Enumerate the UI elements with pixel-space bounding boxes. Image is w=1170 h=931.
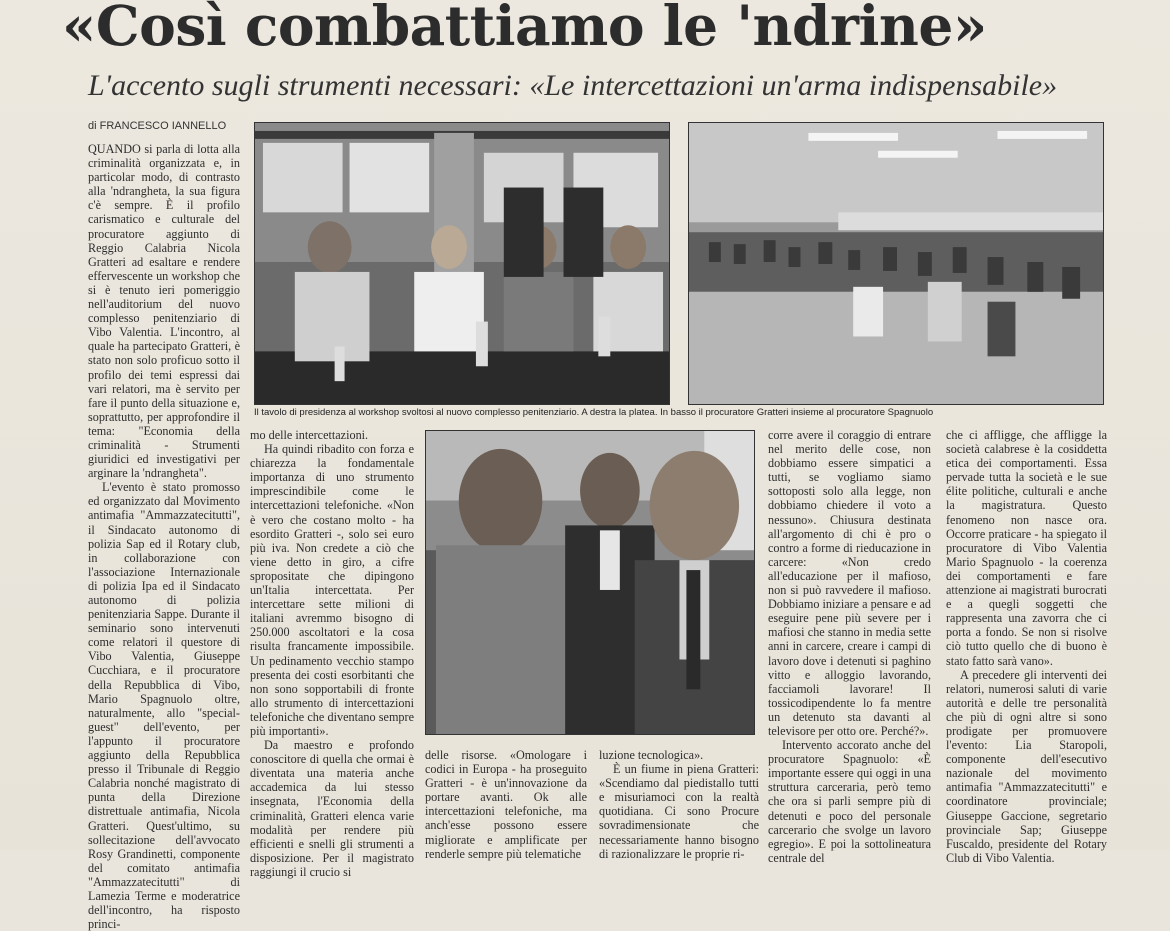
column-4-paragraph-0: luzione tecnologica». (599, 748, 704, 762)
article-column-1 (88, 142, 240, 931)
photo-caption: Il tavolo di presidenza al workshop svoltosi al nuovo complesso penitenziario. A destra la platea. In basso il procuratore Gratteri insieme al procuratore Spagnuolo (254, 407, 934, 418)
column-2-paragraph-0: mo delle intercettazioni. (250, 428, 369, 442)
column-1-paragraph-1 (88, 142, 240, 480)
column-1-paragraph-2: L'evento è stato promosso ed organizzato dal Movimento antimafia "Ammazzatecitutti", il Sindacato autonomo di polizia Sap ed il Rotary club, in collaborazione con l'associazione Internazionale di polizia Ipa ed il Sindacato autonomo di polizia penitenziaria Sappe. Durante il seminario sono intervenuti come relatori il questore di Vibo Valentia, Giuseppe Cucchiara, e il procuratore della Repubblica di Vibo, Mario Spagnuolo oltre, naturalmente, allo "special-guest" dell'evento, per l'appunto il procuratore aggiunto della Repubblica presso il Tribunale di Reggio Calabria nonché magistrato di punta della Direzione distrettuale antimafia, Nicola Gratteri. Quest'ultimo, su sollecitazione dell'avvocato Rosy Grandinetti, componente del comitato antimafia "Ammazzatecitutti" di Lamezia Terme e moderatrice dell'incontro, ha risposto princi- (88, 480, 240, 931)
column-5-paragraph-0: corre avere il coraggio di entrare nel merito delle cose, non dobbiamo essere simpatici a tutti, se vogliamo siamo sottoposti solo alla legge, non dobbiamo chiedere il voto a nessuno». Chiusura destinata all'argomento di chi è pro o contro a forme di rieducazione in carcere: «Non credo all'educazione per il mafioso, non si può ravvedere il mafioso. Dobbiamo iniziare a pensare e ad eseguire pene più severe per i mafiosi che stanno in media sette anni in carcere, creare i campi di lavoro dove i detenuti si paghino vitto e alloggio lavorando, facciamoli lavorare! Il tossicodipendente lo fa mentre un detenuto sta davanti al televisore per otto ore. Perché?». (768, 428, 931, 738)
byline (88, 120, 226, 132)
column-2-paragraph-1: Ha quindi ribadito con forza e chiarezza la fondamentale importanza di uno strumento imprescindibile come le intercettazioni telefoniche. «Non è vero che costano molto - ha esordito Gratteri -, solo sei euro più iva. Non credete a ciò che viene detto in giro, a cifre spropositate che dipingono un'Italia intercettata. Per intercettare sette milioni di italiani avremmo bisogno di 250.000 ascoltatori e la cosa risulta francamente impossibile. Un pedinamento vecchio stampo presenta dei costi esorbitanti che non sono sopportabili di fronte allo strumento di intercettazioni telefoniche che diventano sempre più importanti». (250, 442, 414, 738)
photo-presidency-table (254, 122, 670, 405)
column-2-paragraph-2: Da maestro e profondo conoscitore di quella che ormai è diventata una materia anche accademica da lui stesso insegnata, l'Economia della criminalità, Gratteri elenca varie modalità per rendere più efficienti e snelli gli strumenti a disposizione. Per il magistrato raggiungi il crucio si (250, 738, 414, 879)
article-column-2 (250, 428, 414, 879)
column-4-paragraph-1: È un fiume in piena Gratteri: «Scendiamo dal piedistallo tutti e misuriamoci con la realtà quotidiana. Ci sono Procure sovradimensionate che necessariamente hanno bisogno di razionalizzare le proprie ri- (599, 762, 759, 861)
photo-gratteri-spagnuolo (425, 430, 755, 735)
photo-audience (688, 122, 1104, 405)
column-3-paragraph-1: delle risorse. «Omologare i codici in Europa - ha proseguito Gratteri - è un'innovazione da portare avanti. Ok alle intercettazioni telefoniche, ma anch'esse possono essere migliorate e amplificate per renderle sempre più telematiche (425, 748, 587, 861)
lead-word: QUANDO (88, 142, 141, 156)
byline-prefix: di (88, 120, 97, 132)
article-column-6 (946, 428, 1107, 865)
article-column-4 (599, 748, 759, 861)
article-column-3 (425, 748, 587, 861)
article-column-5 (768, 428, 931, 865)
byline-author: FRANCESCO IANNELLO (99, 120, 227, 132)
column-6-paragraph-1: A precedere gli interventi dei relatori, numerosi saluti di varie autorità e delle tre personalità che più di ogni altre si sono prodigate per promuovere l'evento: Lia Staropoli, componente dell'esecutivo nazionale del movimento antimafia "Ammazzatecitutti" e coordinatore provinciale; Giuseppe Gaccione, segretario provinciale Sap; Giuseppe Fuscaldo, presidente del Rotary Club di Vibo Valentia. (946, 667, 1107, 865)
column-1-text-1: si parla di lotta alla criminalità organizzata e, in particolar modo, di contrasto alla 'ndrangheta, la sua figura c'è sempre. È il profilo carismatico e culturale del procuratore aggiunto di Reggio Calabria Nicola Gratteri ad esaltare e rendere effervescente un workshop che si è tenuto ieri pomeriggio nell'auditorium del nuovo complesso penitenziario di Vibo Valentia. L'incontro, al quale ha partecipato Gratteri, è stato non solo proficuo sotto il profilo dei temi espressi dai vari relatori, ma è servito per fare il punto della situazione e, soprattutto, per approfondire il tema: "Economia della criminalità - Strumenti giuridici ed investigativi per arginare la 'ndrangheta". (88, 142, 240, 481)
headline: «Così combattiamo le 'ndrine» (62, 0, 987, 58)
subheadline: L'accento sugli strumenti necessari: «Le intercettazioni un'arma indispensabile» (88, 69, 1058, 102)
column-5-paragraph-1: Intervento accorato anche del procuratore Spagnuolo: «È importante essere qui oggi in una struttura carceraria, però temo che ora si parli sempre più di detenuti e poco del personale carcerario che svolge un lavoro egregio». E poi la sottolineatura centrale del (768, 738, 931, 865)
column-6-paragraph-0: che ci affligge, che affligge la società calabrese è la cosiddetta etica dei comportamenti. Essa pervade tutta la società e le sue élite politiche, culturali e anche la magistratura. Questo fenomeno non nasce ora. Occorre praticare - ha spiegato il procuratore di Vibo Valentia Mario Spagnuolo - la coerenza dei comportamenti e fare attenzione ai magistrati burocrati e a quegli soggetti che rappresenta una zavorra che ci porta a fondo. Se non si risolve ciò tutto quello che di buono è stato fatto sarà vano». (946, 428, 1107, 668)
